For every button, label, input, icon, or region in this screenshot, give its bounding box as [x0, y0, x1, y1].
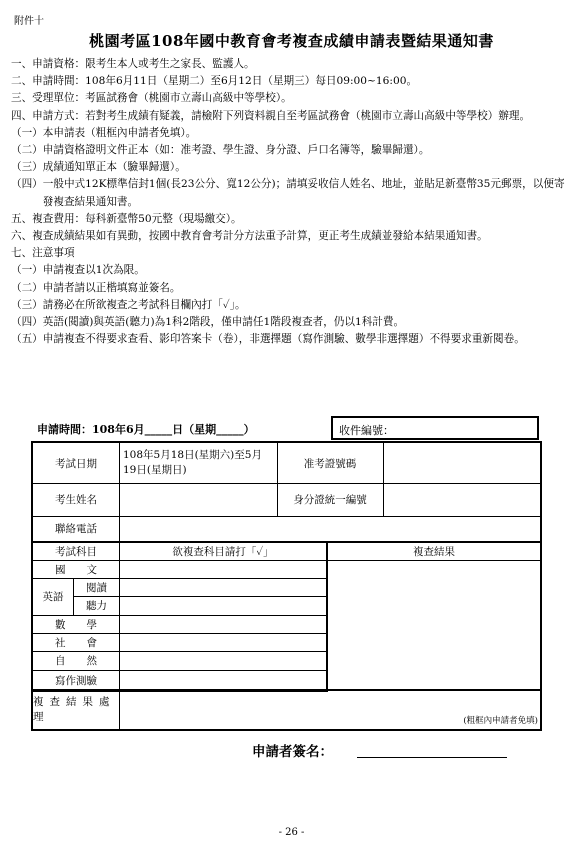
- phone-input[interactable]: [120, 516, 540, 541]
- id-number-label: 身分證統一編號: [293, 494, 367, 506]
- application-time-field[interactable]: 申請時間：108年6月_____日（星期_____）: [37, 423, 255, 436]
- checkbox-chinese[interactable]: [120, 561, 326, 578]
- item-text: 申請資格證明文件正本（如：准考證、學生證、身分證、戶口名簿等，驗畢歸還）。: [42, 144, 430, 157]
- subject-math: 數 學: [55, 618, 97, 631]
- receipt-number-box: [331, 416, 539, 440]
- item-method: [11, 108, 571, 125]
- page-number: - 26 -: [278, 827, 305, 838]
- item-text: 每科新臺幣50元整（現場繳交）。: [85, 212, 242, 225]
- checkbox-science[interactable]: [120, 652, 326, 670]
- checkbox-writing[interactable]: [120, 671, 326, 690]
- signature-label: 申請者簽名：: [252, 744, 333, 760]
- checkbox-english-reading[interactable]: [120, 579, 326, 596]
- student-name-label: 考生姓名: [55, 494, 97, 506]
- subject-column-header: 考試科目: [55, 546, 97, 558]
- item-office: [11, 90, 571, 107]
- item-label: 一、申請資格：: [11, 58, 86, 70]
- student-name-input[interactable]: [120, 483, 277, 516]
- item-text: 一般中式12K標準信封1個(長23公分、寬12公分)；請填妥收信人姓名、地址，並貼足新臺幣35元郵票，以便寄發複查結果通知書。: [42, 178, 565, 208]
- item-label: （三）: [11, 298, 43, 311]
- item-text: 若對考生成績有疑義，請檢附下列資料親自至考區試務會（桃園市立壽山高級中等學校）辦理。: [85, 109, 531, 122]
- item-label: 三、受理單位：: [11, 92, 86, 105]
- item-text: 申請者請以正楷填寫並簽名。: [42, 281, 181, 294]
- form-note: (粗框內申請者免填): [463, 716, 538, 726]
- handling-label: 複查結果處理: [33, 696, 116, 723]
- phone-label: 聯絡電話: [55, 523, 97, 535]
- item-label: （三）: [11, 161, 43, 174]
- id-number-input[interactable]: [384, 483, 540, 516]
- row-divider: [328, 560, 540, 561]
- item-text: 本申請表（粗框內申請者免填）。: [42, 126, 197, 139]
- document-title: 桃園考區108年國中教育會考複查成績申請表暨結果通知書: [89, 32, 494, 50]
- item-text: 請務必在所欲複查之考試科目欄內打「✓」。: [42, 298, 246, 311]
- annex-label: 附件十: [14, 16, 44, 27]
- item-label: 二、申請時間：: [11, 75, 86, 88]
- admission-number-input[interactable]: [384, 443, 540, 483]
- item-eligibility: [11, 56, 571, 73]
- item-text: 英語(閱讀)與英語(聽力)為1科2階段，僅申請任1階段複查者，仍以1科計費。: [42, 316, 405, 329]
- item-application-time: [11, 73, 571, 90]
- result-column-header: 複查結果: [413, 546, 455, 558]
- item-note-3: [11, 297, 571, 314]
- subject-block: [31, 541, 328, 692]
- item-method-1: [11, 125, 571, 142]
- item-text: 複查成績結果如有異動，按國中教育會考計分方法重予計算，更正考生成績並發給本結果通知書。: [32, 230, 488, 243]
- item-text: 申請複查不得要求查看、影印答案卡（卷），非選擇題（寫作測驗、數學非選擇題）不得要求重新閱卷。: [42, 333, 525, 346]
- item-label: （一）: [11, 264, 43, 277]
- item-text: 108年6月11日（星期二）至6月12日（星期三）每日09:00~16:00。: [85, 75, 418, 88]
- item-text: 成績通知單正本（驗畢歸還）。: [42, 161, 186, 174]
- item-label: （四）: [11, 178, 43, 191]
- subject-chinese: 國 文: [55, 563, 97, 576]
- result-block: [326, 541, 542, 691]
- admission-number-label: 准考證號碼: [303, 457, 357, 470]
- subject-english-listening: 聽力: [86, 600, 107, 612]
- checkbox-math[interactable]: [120, 616, 326, 633]
- item-method-4: [11, 176, 571, 210]
- item-label: （四）: [11, 316, 43, 329]
- item-note-5: [11, 331, 571, 348]
- item-label: （五）: [11, 333, 43, 346]
- checkbox-english-listening[interactable]: [120, 597, 326, 615]
- checkbox-social[interactable]: [120, 634, 326, 651]
- subject-social: 社 會: [55, 636, 97, 649]
- exam-date-value: 108年5月18日(星期六)至5月19日(星期日): [123, 449, 262, 476]
- exam-date-label: 考試日期: [55, 457, 97, 470]
- subject-science: 自 然: [55, 655, 97, 667]
- item-note-4: [11, 314, 571, 331]
- item-result-change: [11, 228, 571, 245]
- item-label: 四、申請方式：: [11, 109, 86, 122]
- item-label: （一）: [11, 126, 43, 139]
- item-method-2: [11, 142, 571, 159]
- subject-writing: 寫作測驗: [55, 674, 97, 687]
- item-notes-heading: 七、注意事項: [11, 247, 75, 260]
- subject-english-reading: 閱讀: [86, 581, 107, 594]
- item-fee: [11, 211, 571, 228]
- item-label: 五、複查費用：: [11, 212, 86, 225]
- instructions: [11, 56, 571, 348]
- item-note-2: [11, 280, 571, 297]
- check-column-header: 欲複查科目請打「✓」: [172, 546, 274, 558]
- item-text: 考區試務會（桃園市立壽山高級中等學校）。: [85, 92, 292, 105]
- item-label: 六、: [11, 230, 33, 243]
- item-label: （二）: [11, 144, 43, 157]
- item-text: 申請複查以1次為限。: [42, 264, 145, 277]
- item-text: 限考生本人或考生之家長、監護人。: [85, 58, 255, 70]
- subject-english: 英語: [42, 591, 64, 603]
- item-label: （二）: [11, 281, 43, 294]
- signature-line[interactable]: [357, 757, 507, 758]
- item-note-1: [11, 262, 571, 279]
- receipt-number-label: 收件編號：: [339, 424, 394, 437]
- item-method-3: [11, 159, 571, 176]
